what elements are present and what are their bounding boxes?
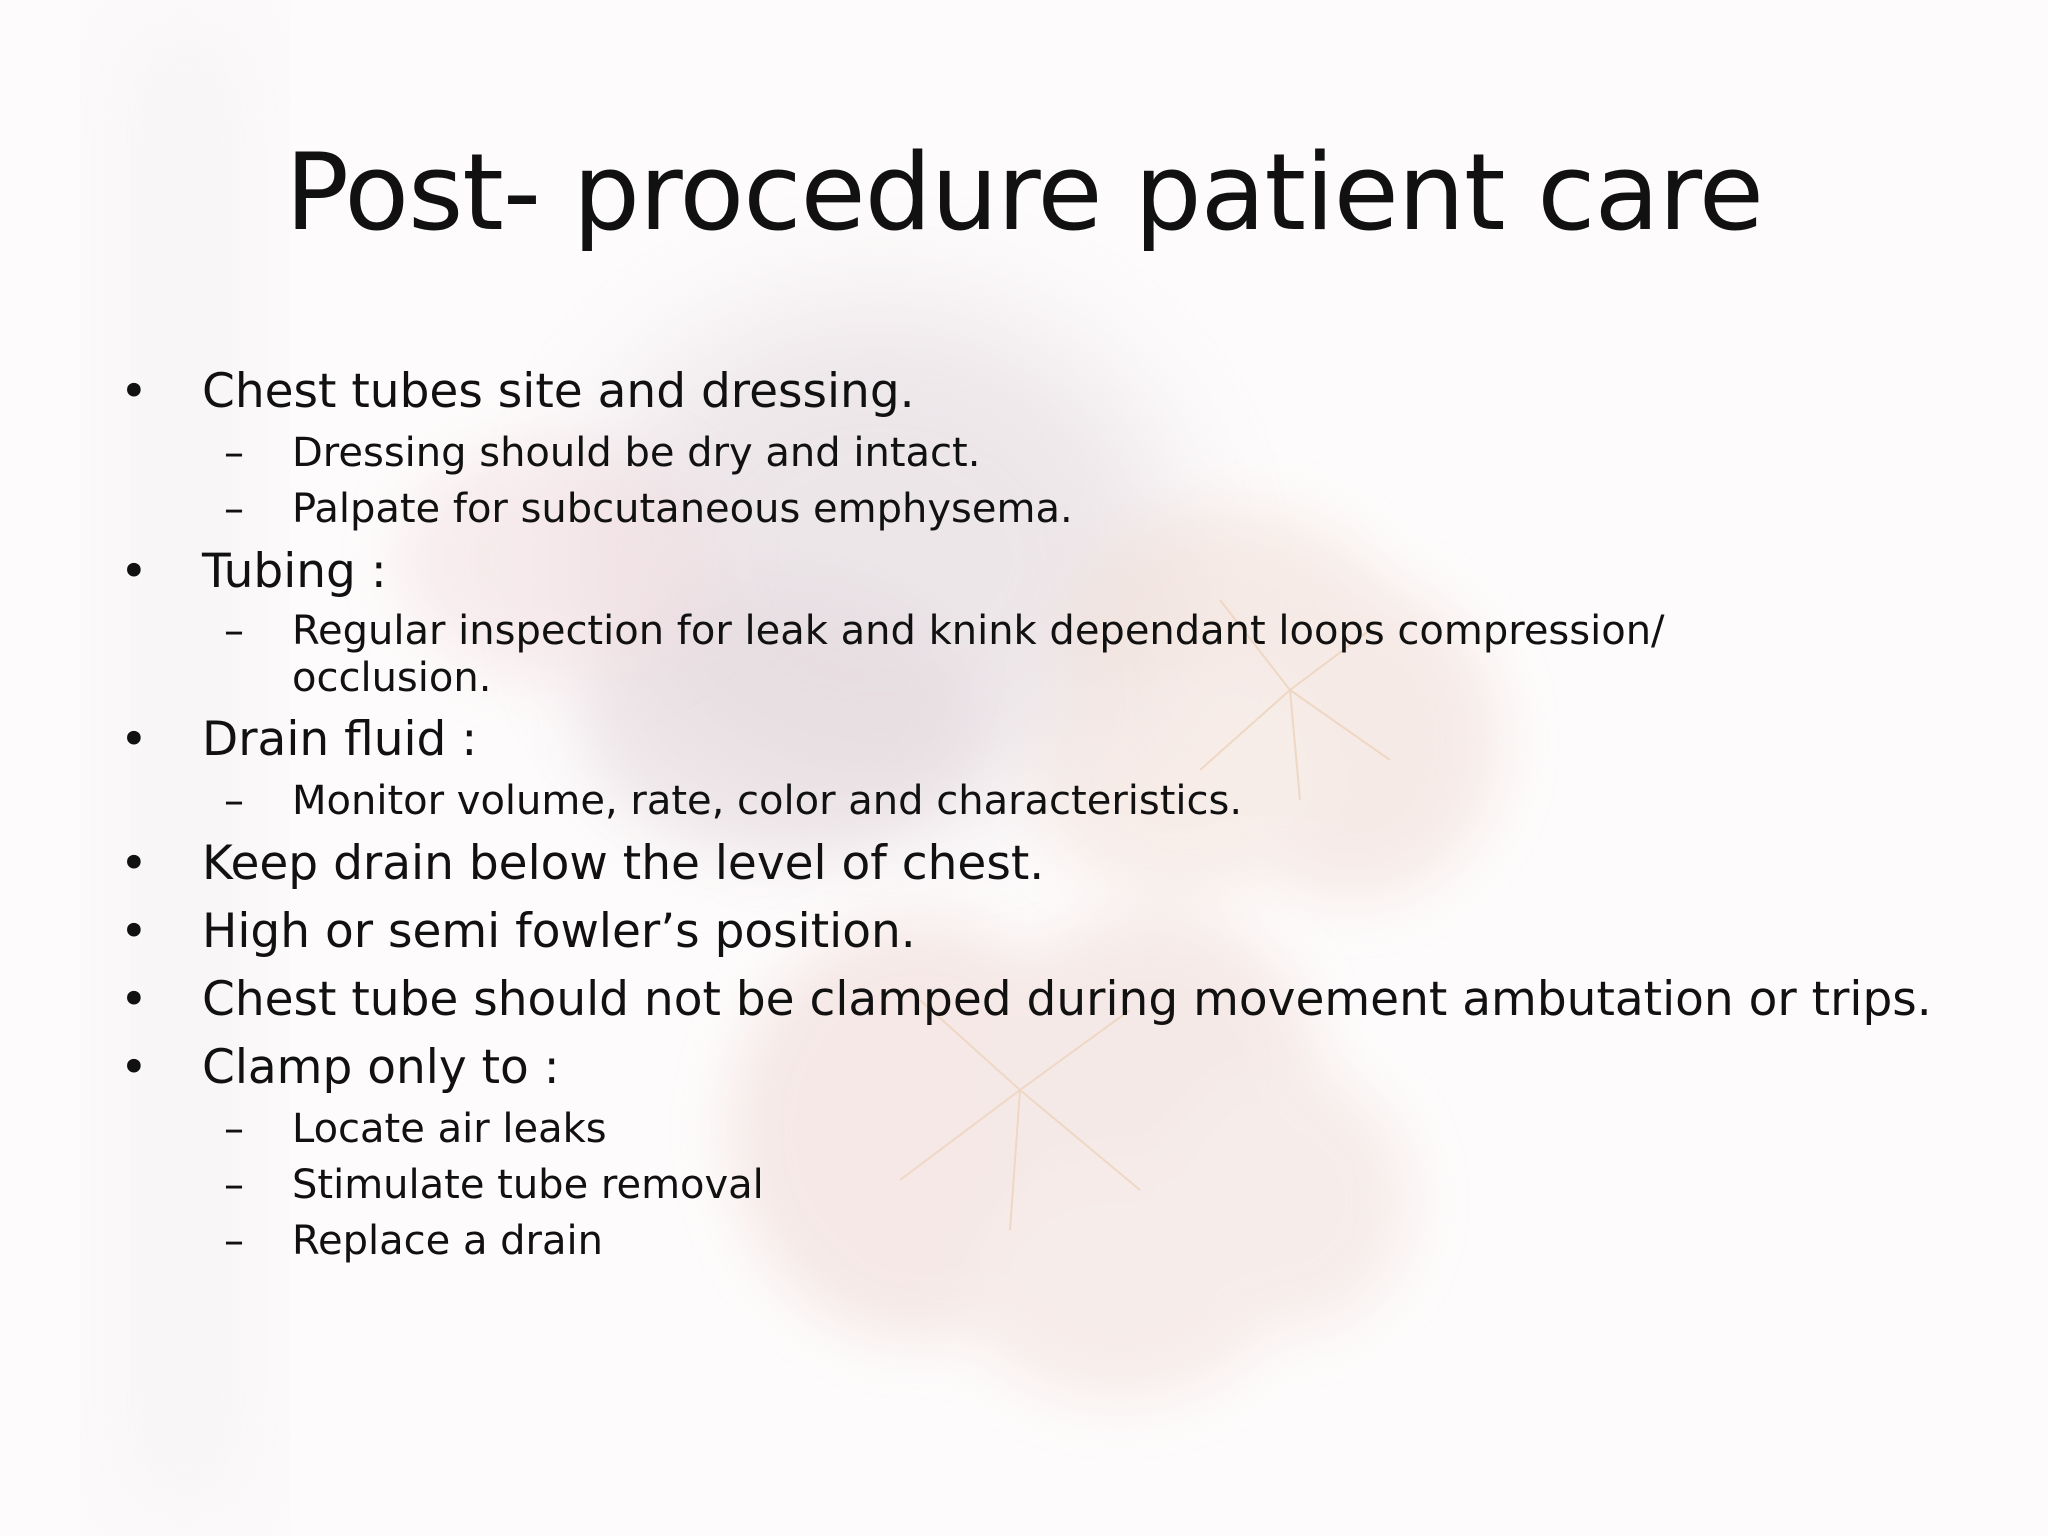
bullet-item xyxy=(120,362,2000,422)
bullet-item xyxy=(120,834,2000,894)
sub-bullet-item xyxy=(120,428,2000,478)
sub-bullet-item xyxy=(120,776,2000,826)
bullet-text: Keep drain below the level of chest. xyxy=(202,836,1045,891)
bullet-text: Drain fluid : xyxy=(202,712,478,767)
sub-bullet-text: Locate air leaks xyxy=(292,1106,607,1152)
bullet-item xyxy=(120,1038,2000,1098)
bullet-marker: • xyxy=(120,1040,148,1095)
sub-bullet-text: Dressing should be dry and intact. xyxy=(292,430,981,476)
bullet-marker: • xyxy=(120,972,148,1027)
bullet-text: Tubing : xyxy=(202,544,387,599)
slide-title: Post- procedure patient care xyxy=(285,131,1763,254)
dash-marker: – xyxy=(224,430,244,476)
bullet-text: Clamp only to : xyxy=(202,1040,560,1095)
bullet-list xyxy=(120,362,2000,1266)
bullet-text: Chest tubes site and dressing. xyxy=(202,364,915,419)
bullet-item xyxy=(120,902,2000,962)
sub-bullet-text: Replace a drain xyxy=(292,1218,603,1264)
sub-bullet-item xyxy=(120,1104,2000,1154)
dash-marker: – xyxy=(224,486,244,532)
sub-bullet-item xyxy=(120,1160,2000,1210)
sub-bullet-item xyxy=(120,608,1692,702)
dash-marker: – xyxy=(224,778,244,824)
bullet-marker: • xyxy=(120,836,148,891)
dash-marker: – xyxy=(224,608,244,654)
bullet-item xyxy=(120,710,2000,770)
bullet-marker: • xyxy=(120,904,148,959)
bullet-marker: • xyxy=(120,544,148,599)
bullet-text: Chest tube should not be clamped during movement ambutation or trips. xyxy=(202,972,1932,1027)
sub-bullet-text: Monitor volume, rate, color and characteristics. xyxy=(292,778,1243,824)
bullet-item xyxy=(120,542,2000,602)
dash-marker: – xyxy=(224,1106,244,1152)
sub-bullet-item xyxy=(120,1216,2000,1266)
sub-bullet-text: Palpate for subcutaneous emphysema. xyxy=(292,486,1073,532)
bullet-marker: • xyxy=(120,364,148,419)
bullet-text: High or semi fowler’s position. xyxy=(202,904,916,959)
dash-marker: – xyxy=(224,1218,244,1264)
dash-marker: – xyxy=(224,1162,244,1208)
sub-bullet-item xyxy=(120,484,2000,534)
bullet-item xyxy=(120,970,2000,1030)
bullet-marker: • xyxy=(120,712,148,767)
sub-bullet-text: Regular inspection for leak and knink dependant loops compression/ occlusion. xyxy=(292,608,1665,701)
sub-bullet-text: Stimulate tube removal xyxy=(292,1162,764,1208)
